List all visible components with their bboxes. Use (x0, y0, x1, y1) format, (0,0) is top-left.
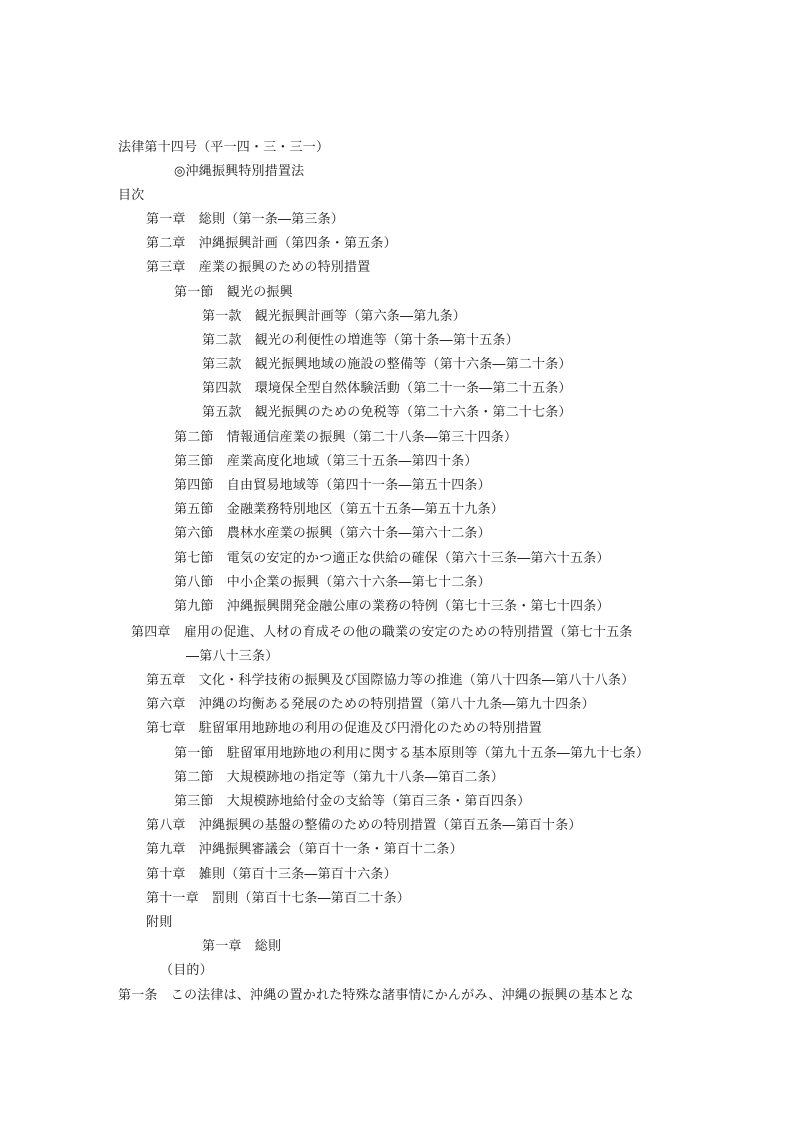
article-caption: （目的） (160, 963, 213, 978)
law-title: ◎沖縄振興特別措置法 (174, 164, 305, 179)
toc-chapter-10: 第十章 雑則（第百十三条―第百十六条） (146, 867, 397, 882)
toc-heading: 目次 (118, 188, 145, 203)
toc-chapter-5: 第五章 文化・科学技術の振興及び国際協力等の推進（第八十四条―第八十八条） (146, 673, 635, 688)
toc-ch3-s1-item-1: 第一款 観光振興計画等（第六条―第九条） (202, 309, 467, 324)
toc-chapter-2: 第二章 沖縄振興計画（第四条・第五条） (146, 236, 397, 251)
toc-ch3-s1-item-5: 第五款 観光振興のための免税等（第二十六条・第二十七条） (202, 405, 572, 420)
toc-ch3-section-5: 第五節 金融業務特別地区（第五十五条―第五十九条） (174, 502, 505, 517)
toc-chapter-4: 第四章 雇用の促進、人材の育成その他の職業の安定のための特別措置（第七十五条 (131, 625, 633, 640)
article-1-text: 第一条 この法律は、沖縄の置かれた特殊な諸事情にかんがみ、沖縄の振興の基本とな (118, 988, 634, 1003)
toc-chapter-9: 第九章 沖縄振興審議会（第百十一条・第百十二条） (146, 842, 463, 857)
toc-ch3-section-7: 第七節 電気の安定的かつ適正な供給の確保（第六十三条―第六十五条） (174, 551, 610, 566)
toc-ch7-section-1: 第一節 駐留軍用地跡地の利用に関する基本原則等（第九十五条―第九十七条） (174, 746, 650, 761)
toc-chapter-6: 第六章 沖縄の均衡ある発展のための特別措置（第八十九条―第九十四条） (146, 697, 595, 712)
toc-chapter-3: 第三章 産業の振興のための特別措置 (146, 260, 371, 275)
toc-ch7-section-3: 第三節 大規模跡地給付金の支給等（第百三条・第百四条） (174, 794, 531, 809)
toc-ch3-section-9: 第九節 沖縄振興開発金融公庫の業務の特例（第七十三条・第七十四条） (174, 599, 610, 614)
toc-chapter-1: 第一章 総則（第一条―第三条） (146, 212, 345, 227)
toc-ch3-s1-item-3: 第三款 観光振興地域の施設の整備等（第十六条―第二十条） (202, 357, 572, 372)
toc-ch3-section-6: 第六節 農林水産業の振興（第六十条―第六十二条） (174, 526, 491, 541)
toc-chapter-4-cont: ―第八十三条） (186, 649, 279, 664)
toc-ch3-section-4: 第四節 自由貿易地域等（第四十一条―第五十四条） (174, 478, 491, 493)
toc-ch3-section-3: 第三節 産業高度化地域（第三十五条―第四十条） (174, 454, 478, 469)
toc-ch3-section-1: 第一節 観光の振興 (174, 285, 293, 300)
toc-chapter-7: 第七章 駐留軍用地跡地の利用の促進及び円滑化のための特別措置 (146, 721, 543, 736)
toc-ch7-section-2: 第二節 大規模跡地の指定等（第九十八条―第百二条） (174, 770, 505, 785)
law-number: 法律第十四号（平一四・三・三一） (118, 140, 330, 155)
toc-supplementary: 附則 (146, 915, 173, 930)
toc-ch3-s1-item-2: 第二款 観光の利便性の増進等（第十条―第十五条） (202, 333, 519, 348)
toc-ch3-section-2: 第二節 情報通信産業の振興（第二十八条―第三十四条） (174, 430, 518, 445)
chapter-heading: 第一章 総則 (202, 939, 282, 954)
toc-ch3-s1-item-4: 第四款 環境保全型自然体験活動（第二十一条―第二十五条） (202, 381, 572, 396)
toc-chapter-11: 第十一章 罰則（第百十七条―第百二十条） (146, 891, 411, 906)
toc-chapter-8: 第八章 沖縄振興の基盤の整備のための特別措置（第百五条―第百十条） (146, 818, 582, 833)
toc-ch3-section-8: 第八節 中小企業の振興（第六十六条―第七十二条） (174, 575, 491, 590)
